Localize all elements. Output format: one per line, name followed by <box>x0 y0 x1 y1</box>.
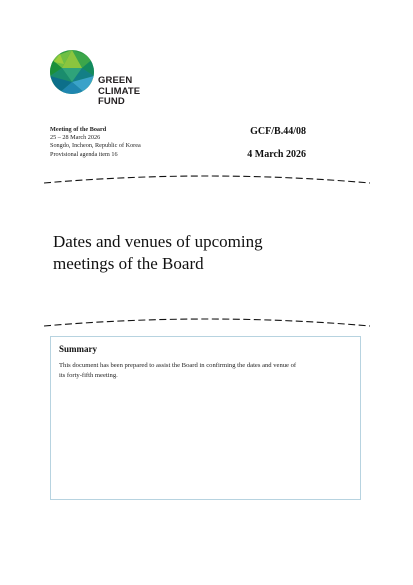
logo-line-green: GREEN <box>98 75 133 86</box>
divider-bottom <box>44 316 370 330</box>
meeting-dates: 25 – 28 March 2026 <box>50 134 101 142</box>
document-date: 4 March 2026 <box>247 149 306 160</box>
gcf-logo <box>48 48 158 110</box>
title-line-2: meetings of the Board <box>53 254 204 273</box>
divider-top <box>44 173 370 187</box>
logo-line-fund: FUND <box>98 96 125 107</box>
logo-line-climate: CLIMATE <box>98 85 141 97</box>
summary-text <box>59 361 359 381</box>
summary-box <box>50 336 361 500</box>
logo-wordmark <box>98 76 140 108</box>
meeting-location: Songdo, Incheon, Republic of Korea <box>50 142 141 150</box>
globe-logo-icon <box>48 48 96 96</box>
title-line-1: Dates and venues of upcoming <box>53 232 263 251</box>
summary-heading: Summary <box>59 344 97 354</box>
summary-text-line-1: This document has been prepared to assist the Board in confirming the dates and venue of <box>59 362 297 369</box>
document-code: GCF/B.44/08 <box>250 126 306 137</box>
document-title <box>53 231 353 275</box>
meeting-info <box>50 126 141 159</box>
summary-text-line-2: its forty-fifth meeting. <box>59 372 118 379</box>
meeting-heading: Meeting of the Board <box>50 126 107 133</box>
agenda-item: Provisional agenda item 16 <box>50 150 118 158</box>
